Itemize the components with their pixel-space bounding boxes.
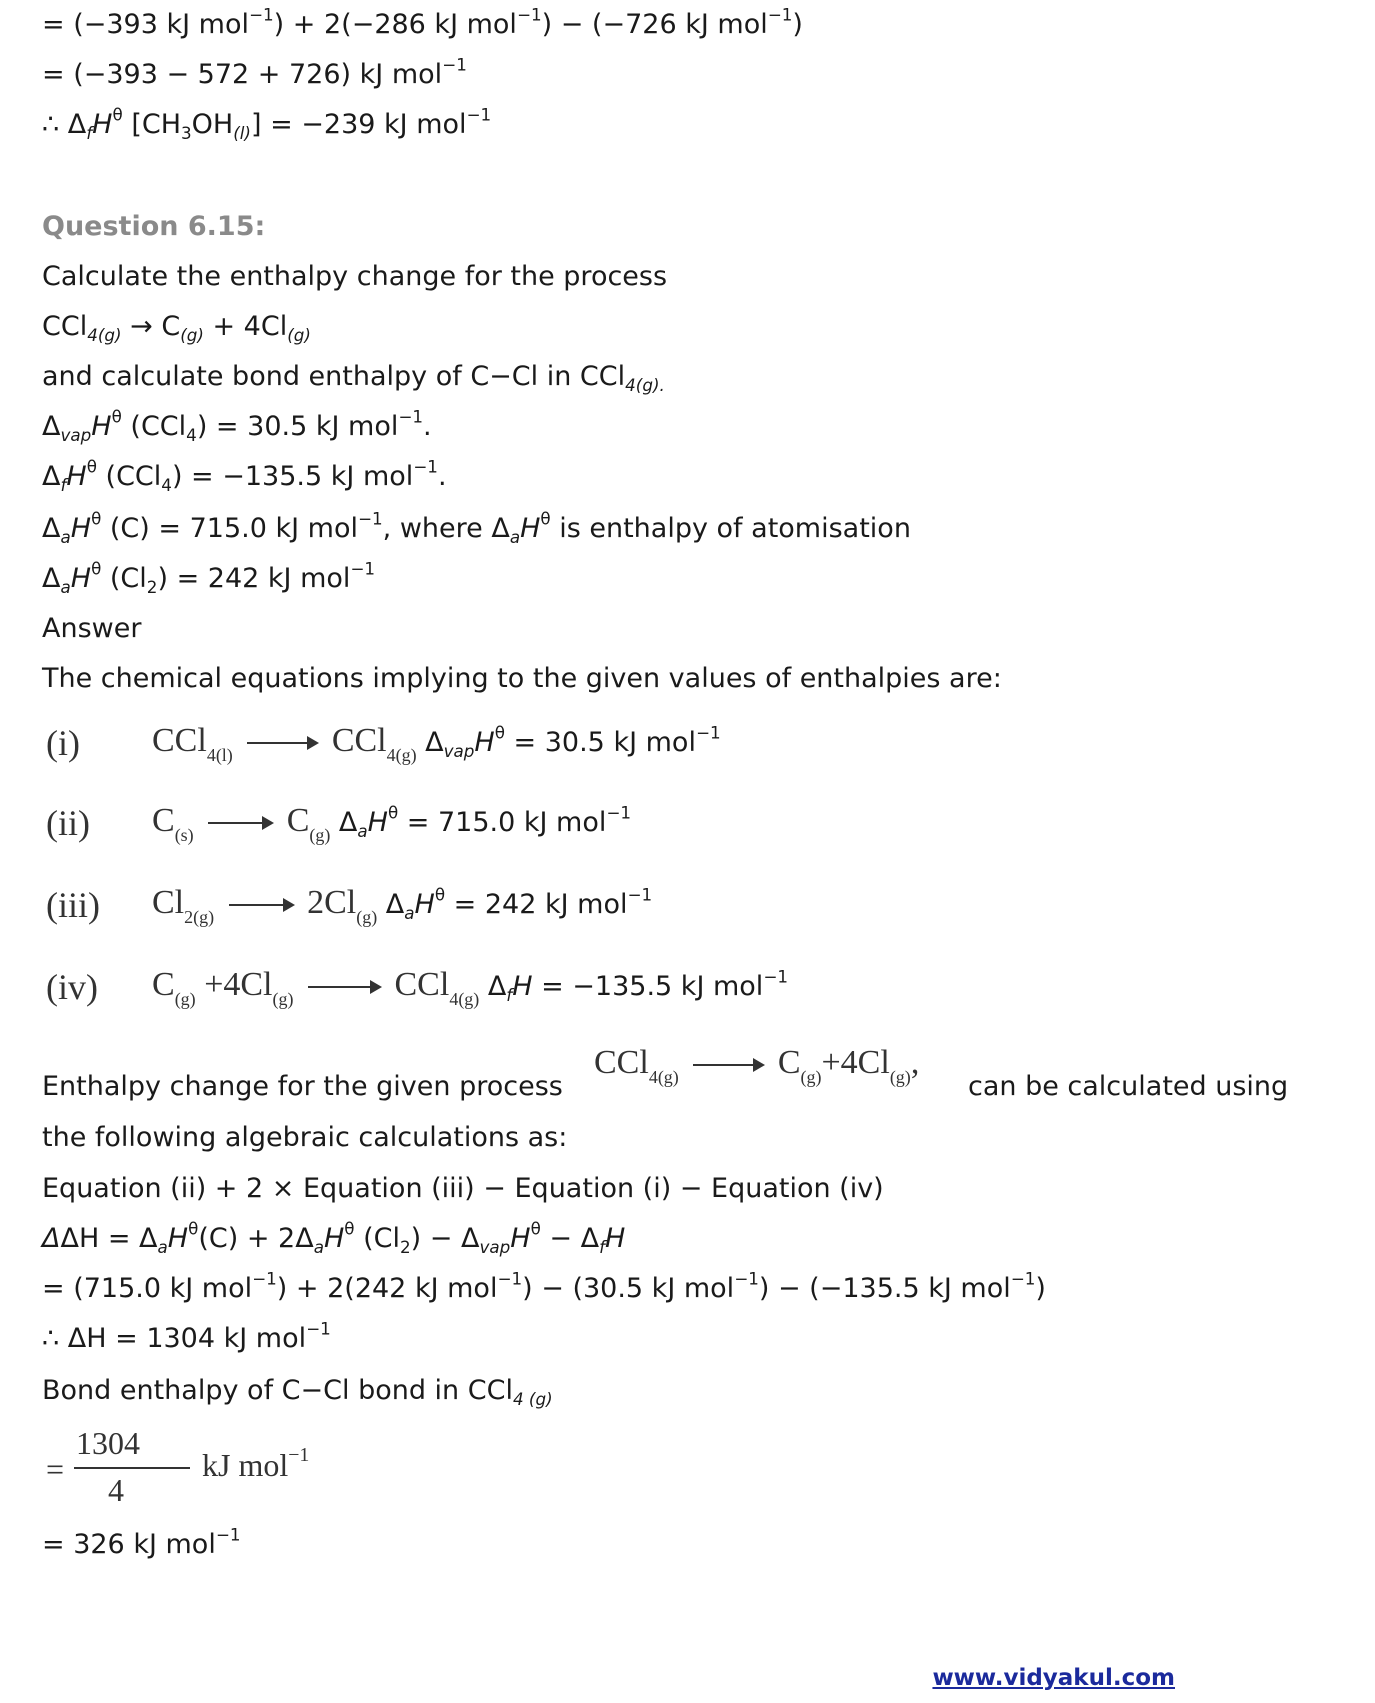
vidyakul-link[interactable]: www.vidyakul.com [932,1665,1175,1691]
calc-line-1: = (−393 kJ mol$^{-1}$) + 2(−286 kJ mol$^{-1}$) − (−726 kJ mol$^{-1}$) [42,4,803,40]
answer-intro: The chemical equations implying to the given values of enthalpies are: [42,663,1002,694]
question-line-3: and calculate bond enthalpy of C−Cl in CCl$_{4(g).}$ [42,361,665,395]
eq-number-iii: (iii) [46,885,100,925]
process-equation: CCl$_{4(g)}$ $C_{(g)}+4Cl_{(g)}$, [594,1044,920,1087]
given-f: $\Delta_fH^\theta$ (CCl$_4$) = −135.5 kJ mol$^{-1}$. [42,456,447,495]
eq-number-iv: (iv) [46,967,98,1007]
equation-iv: $C_{(g)} +4Cl_{(g)}$ CCl$_{4(g)}$ $\Delta_fH = -135.5$ kJ mol$^{-1}$ [152,966,788,1009]
fraction-numerator: 1304 [76,1425,140,1461]
given-vap: $\Delta_{vap}H^\theta$ (CCl$_4$) = 30.5 kJ mol$^{-1}$. [42,406,432,445]
eq-number-i: (i) [46,723,80,763]
eq-number-ii: (ii) [46,803,90,843]
arrow-icon [693,1064,763,1066]
equation-ii: $C_{(s)}$ $C_{(g)}$ $\Delta_aH^\theta = 715.0$ kJ mol$^{-1}$ [152,802,632,845]
given-atomisation-cl2: $\Delta_aH^\theta$ $(Cl_2) = 242$ kJ mol$^{-1}$ [42,558,376,597]
process-prefix: Enthalpy change for the given process [42,1071,563,1102]
bond-enthalpy-line: Bond enthalpy of C−Cl bond in CCl$_{4 (g)}$ [42,1375,553,1409]
equation-i: CCl$_{4(l)}$ CCl$_{4(g)}$ $\Delta_{vap}H^\theta = 30.5$ kJ mol$^{-1}$ [152,722,721,765]
calc-line-3: ∴ $\Delta_fH^\theta$ $[CH_3OH_{(l)}] = -239$ kJ mol$^{-1}$ [42,104,492,143]
question-heading: Question 6.15: [42,211,266,242]
equation-combination: Equation (ii) + 2 × Equation (iii) − Equation (i) − Equation (iv) [42,1173,884,1204]
fraction-denominator: 4 [108,1472,124,1508]
answer-label: Answer [42,613,142,644]
process-line-2: the following algebraic calculations as: [42,1122,568,1153]
given-atomisation-c: $\Delta_aH^\theta$ (C) = 715.0 kJ mol$^{-1}$, where $\Delta_aH^\theta$ is enthalpy of atomisation [42,508,911,547]
delta-h-result: ∴ ΔH = 1304 kJ mol$^{-1}$ [42,1318,331,1354]
arrow-icon [208,822,272,824]
fraction-bar [74,1467,190,1469]
arrow-icon [247,742,317,744]
delta-h-expression: $\Delta\Delta H = \Delta_aH^\theta(C) + 2\Delta_aH^\theta$ $(Cl_2) - \Delta_{vap}H^\theta - \Delta_fH$ [42,1218,626,1257]
arrow-icon [308,986,380,988]
calc-line-2: = (−393 − 572 + 726) kJ mol$^{-1}$ [42,54,467,90]
therefore-icon: ∴ [42,109,60,140]
question-reaction: $CCl_{4(g)} \to C_{(g)} + 4Cl_{(g)}$ [42,311,311,345]
question-line-1: Calculate the enthalpy change for the process [42,261,668,292]
numeric-substitution: = (715.0 kJ mol$^{-1}$) + 2(242 kJ mol$^{-1}$) − (30.5 kJ mol$^{-1}$) − (−135.5 kJ mol$^{-1}$) [42,1268,1046,1304]
process-suffix: can be calculated using [968,1071,1289,1102]
final-answer: = 326 kJ mol$^{-1}$ [42,1524,241,1560]
equation-iii: $Cl_{2(g)}$ $2Cl_{(g)}$ $\Delta_aH^\theta = 242$ kJ mol$^{-1}$ [152,884,653,927]
arrow-icon [229,904,293,906]
